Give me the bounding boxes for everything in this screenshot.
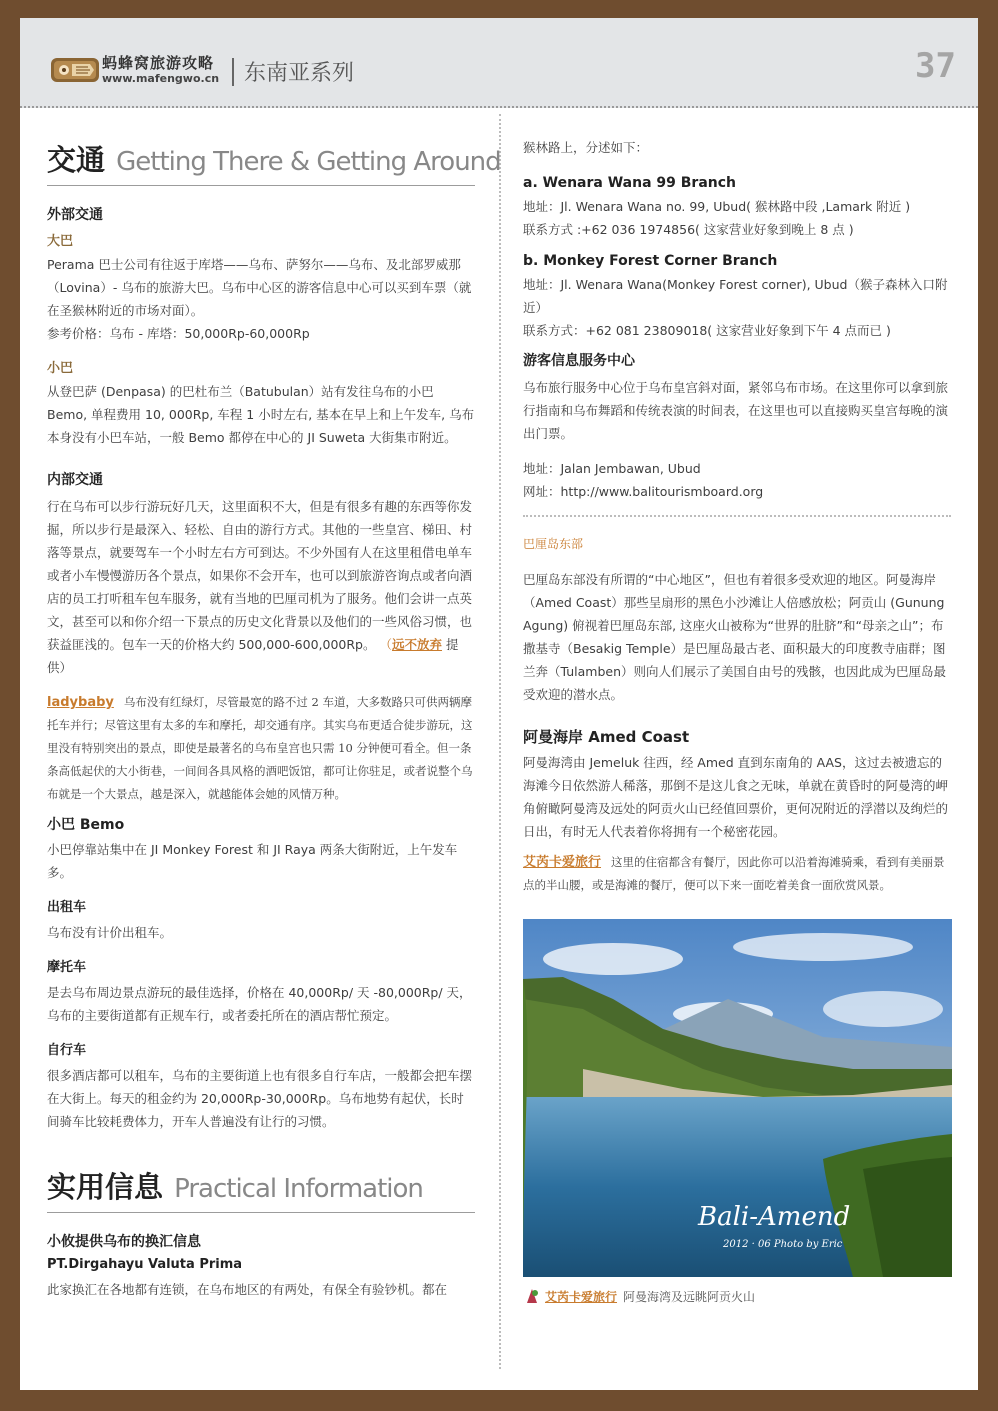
heading-amed-coast: 阿曼海岸 Amed Coast — [523, 728, 690, 746]
section-title-cn: 交通 — [47, 143, 106, 177]
east-bali-label: 巴厘岛东部 — [523, 537, 584, 551]
right-column — [523, 136, 951, 1305]
credit-open: （ — [379, 637, 392, 652]
heading-bus: 大巴 — [47, 234, 74, 249]
brand-name: 蚂蜂窝旅游攻略 — [102, 54, 215, 72]
photo-watermark-sub: 2012 · 06 Photo by Eric — [723, 1239, 843, 1250]
user-quote-ladybaby — [47, 691, 475, 806]
heading-external-transport: 外部交通 — [47, 207, 103, 223]
taxi-text: 乌布没有计价出租车。 — [47, 925, 173, 940]
dotted-divider — [523, 515, 951, 517]
photo-watermark: Bali-Amend — [698, 1202, 851, 1232]
section-heading-transport — [47, 138, 501, 186]
quote-text: 乌布没有红绿灯，尽管最宽的路不过 2 车道，大多数路只可供两辆摩托车并行；尽管这里有太多的车和摩托，却交通有序。其实乌布更适合徒步游玩，这里没有特别突出的景点，即使是最著名的乌布皇宫也只需 10 分钟便可看全。但一条条高低起伏的大小街巷，一间间各具风格的酒吧饭馆，都可让你驻足，或者说整个乌布就是一个大景点，越是深入，就越能体会她的风情万种。 — [47, 695, 473, 801]
east-bali-text: 巴厘岛东部没有所谓的“中心地区”，但也有着很多受欢迎的地区。阿曼海岸（Amed Coast）那些呈扇形的黑色小沙滩让人倍感放松；阿贡山 (Gunung Agung) 俯视着巴厘岛东部, 这座火山被称为“世界的肚脐”和“母亲之山”；布撒基寺（Besakig Temple）是巴厘岛最古老、面积最大的印度教寺庙群；图兰奔（Tulamben）则向人们展示了美国自由号的残骸，也因此成为巴厘岛最受欢迎的潜水点。 — [523, 572, 947, 702]
bemo-text: 小巴停靠站集中在 JI Monkey Forest 和 JI Raya 两条大街附近，上午发车多。 — [47, 842, 458, 880]
branch-b-address: 地址：Jl. Wenara Wana(Monkey Forest corner), Ubud（猴子森林入口附近） — [523, 277, 948, 315]
branch-b-title: b. Monkey Forest Corner Branch — [523, 253, 778, 269]
bicycle-text: 很多酒店都可以租车，乌布的主要街道上也有很多自行车店，一般都会把车摆在大街上。每天的租金约为 20,000Rp-30,000Rp。乌布地势有起伏，长时间骑车比较耗费体力，开车人普遍没有让行的习惯。 — [47, 1068, 473, 1129]
brand-url: www.mafengwo.cn — [102, 72, 220, 85]
quote-author-link[interactable]: 艾芮卡爱旅行 — [523, 855, 602, 870]
heading-taxi: 出租车 — [47, 900, 87, 915]
magazine-page — [20, 18, 978, 1390]
branch-b-contact: 联系方式：+62 081 23809018( 这家营业好象到下午 4 点而已 ) — [523, 323, 891, 338]
bus-text: Perama 巴士公司有往返于库塔——乌布、萨努尔——乌布、及北部罗威那（Lovina）- 乌布的旅游大巴。乌布中心区的游客信息中心可以买到车票（就在圣猴林附近的市场对面）。 — [47, 257, 472, 318]
heading-motorbike: 摩托车 — [47, 960, 87, 975]
quote-text: 这里的住宿都含有餐厅，因此你可以沿着海滩骑乘，看到有美丽景点的半山腰，或是海滩的餐厅，便可以下来一面吃着美食一面欣赏风景。 — [523, 855, 945, 892]
series-title: 东南亚系列 — [244, 61, 355, 86]
minibus-text: 从登巴萨 (Denpasa) 的巴杜布兰（Batubulan）站有发往乌布的小巴 Bemo, 单程费用 10, 000Rp, 车程 1 小时左右, 基本在早上和上午发车, 乌布本身没有小巴车站，一般 Bemo 都停在中心的 JI Suweta 大街集市附近。 — [47, 384, 475, 445]
heading-internal-transport: 内部交通 — [47, 472, 103, 488]
branch-a-contact: 联系方式 :+62 036 1974856( 这家营业好象到晚上 8 点 ) — [523, 222, 854, 237]
visitor-website-link[interactable]: 网址：http://www.balitourismboard.org — [523, 484, 764, 499]
heading-exchange: 小攸提供乌布的换汇信息 — [47, 1234, 201, 1250]
visitor-address: 地址：Jalan Jembawan, Ubud — [523, 461, 701, 476]
branch-a-address: 地址：Jl. Wenara Wana no. 99, Ubud( 猴林路中段 ,Lamark 附近 ) — [523, 199, 911, 214]
photo-illustration — [523, 919, 952, 1277]
motorbike-text: 是去乌布周边景点游玩的最佳选择，价格在 40,000Rp/ 天 -80,000Rp/ 天，乌布的主要街道都有正规车行，或者委托所在的酒店帮忙预定。 — [47, 985, 472, 1023]
amed-text: 阿曼海湾由 Jemeluk 往西，经 Amed 直到东南角的 AAS，这过去被遗忘的海滩今日依然游人稀落，那倒不是这儿食之无味，单就在黄昏时的阿曼湾的岬角俯瞰阿曼湾及远处的阿贡火山已经值回票价，更何况附近的浮潜以及绚烂的日出，有时无人代表着你将拥有一个秘密花园。 — [523, 755, 949, 839]
page-number: 37 — [915, 46, 956, 86]
caption-text: 阿曼海湾及远眺阿贡火山 — [623, 1289, 756, 1304]
avatar-icon — [523, 1287, 541, 1305]
exchange-company: PT.Dirgahayu Valuta Prima — [47, 1257, 243, 1272]
section-title-en: Practical Information — [174, 1174, 423, 1204]
mafengwo-logo-icon — [50, 52, 102, 86]
internal-body: 行在乌布可以步行游玩好几天，这里面积不大，但是有很多有趣的东西等你发掘，所以步行是最深入、轻松、自由的游行方式。其他的一些皇宫、梯田、村落等景点，就要驾车一个小时左右方可到达。不少外国有人在这里租借电单车或者小车慢慢游历各个景点，如果你不会开车，也可以到旅游咨询点或者向酒店的员工打听租车包车服务，就有当地的巴厘司机为了服务。他们会讲一点英文，甚至可以和你介绍一下景点的历史文化背景以及他们的一些风俗习惯，也获益匪浅的。包车一天的价格大约 500,000-600,000Rp。 — [47, 499, 473, 652]
exchange-text: 此家换汇在各地都有连锁，在乌布地区的有两处，有保全有验钞机。都在 — [47, 1282, 448, 1297]
heading-minibus: 小巴 — [47, 361, 74, 376]
visitor-text: 乌布旅行服务中心位于乌布皇宫斜对面，紧邻乌布市场。在这里你可以拿到旅行指南和乌布舞蹈和传统表演的时间表，在这里也可以直接购买皇宫每晚的演出门票。 — [523, 380, 949, 441]
heading-bemo: 小巴 Bemo — [47, 817, 125, 833]
section-heading-practical — [47, 1165, 475, 1213]
caption-author-link[interactable]: 艾芮卡爱旅行 — [545, 1289, 618, 1304]
header-divider — [232, 58, 234, 86]
heading-bicycle: 自行车 — [47, 1043, 87, 1058]
bus-price: 参考价格：乌布 - 库塔：50,000Rp-60,000Rp — [47, 326, 310, 341]
continued-text: 猴林路上，分述如下： — [523, 140, 649, 155]
heading-visitor-center: 游客信息服务中心 — [523, 353, 635, 369]
credit-close: 提供） — [47, 637, 459, 675]
internal-text — [47, 495, 475, 679]
page-header — [20, 18, 978, 108]
quote-author-link[interactable]: ladybaby — [47, 695, 114, 710]
photo-caption — [523, 1287, 951, 1305]
column-divider — [499, 114, 501, 1369]
credit-author-link[interactable]: 远不放弃 — [392, 637, 443, 652]
amed-coast-photo — [523, 919, 952, 1277]
user-quote-erica — [523, 851, 951, 897]
section-title-cn: 实用信息 — [47, 1170, 164, 1204]
left-column — [47, 138, 501, 1301]
branch-a-title: a. Wenara Wana 99 Branch — [523, 175, 737, 191]
section-title-en: Getting There & Getting Around — [116, 147, 501, 177]
